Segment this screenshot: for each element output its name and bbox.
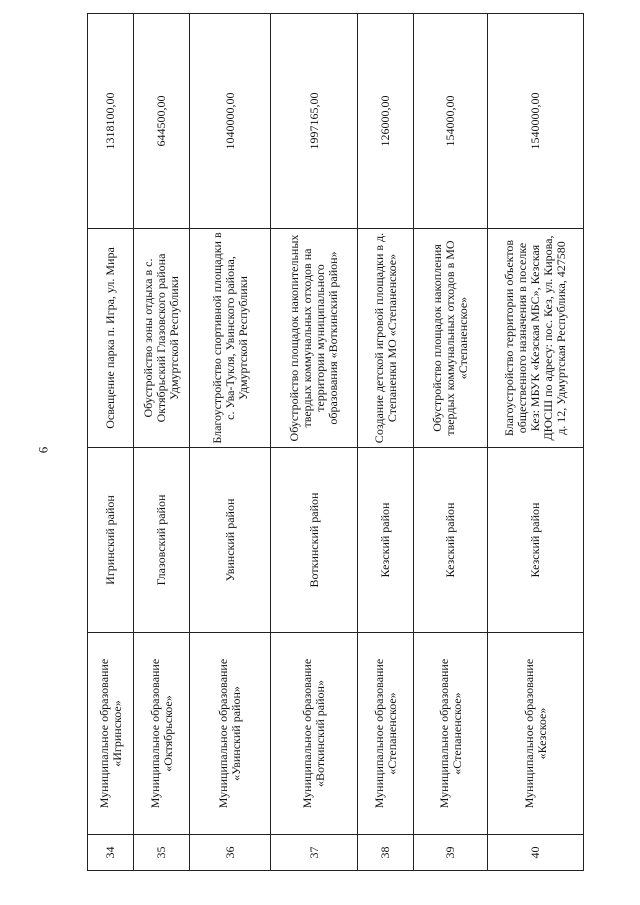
district-cell: Глазовский район xyxy=(134,448,190,633)
district-cell: Кезский район xyxy=(488,448,584,633)
district-cell: Увинский район xyxy=(190,448,271,633)
table-row xyxy=(271,14,358,871)
amount-cell: 1997165,00 xyxy=(271,14,358,229)
project-cell: Освещение парка п. Игра, ул. Мира xyxy=(88,229,134,448)
amount-cell: 154000,00 xyxy=(414,14,488,229)
project-cell: Благоустройство территории объектов общественного назначения в поселке Кез: МБУК «Кезская МБС», Кезская ДЮСШ по адресу: пос. Кез, ул. Кирова, д. 12, Удмуртская Республика, 427580 xyxy=(488,229,584,448)
table-row xyxy=(414,14,488,871)
project-cell: Обустройство площадок накопительных твердых коммунальных отходов на территории муниципального образования «Воткинский район» xyxy=(271,229,358,448)
amount-cell: 1318100,00 xyxy=(88,14,134,229)
municipality-cell: Муниципальное образование «Воткинский район» xyxy=(271,633,358,835)
row-number: 37 xyxy=(271,835,358,871)
table-row xyxy=(358,14,414,871)
district-cell: Кезский район xyxy=(414,448,488,633)
municipality-cell: Муниципальное образование «Октябрьское» xyxy=(134,633,190,835)
municipality-cell: Муниципальное образование «Кезское» xyxy=(488,633,584,835)
municipality-cell: Муниципальное образование «Увинский район» xyxy=(190,633,271,835)
district-cell: Кезский район xyxy=(358,448,414,633)
row-number: 34 xyxy=(88,835,134,871)
district-cell: Игринский район xyxy=(88,448,134,633)
row-number: 38 xyxy=(358,835,414,871)
project-cell: Благоустройство спортивной площадки в с. Ува-Тукля, Увинского района, Удмуртской Республики xyxy=(190,229,271,448)
row-number: 40 xyxy=(488,835,584,871)
row-number: 39 xyxy=(414,835,488,871)
page-number: 6 xyxy=(35,446,51,454)
table-row xyxy=(88,14,134,871)
project-cell: Обустройство площадок накопления твердых коммунальных отходов в МО «Степаненское» xyxy=(414,229,488,448)
table-row xyxy=(488,14,584,871)
project-cell: Создание детской игровой площадки в д. Степаненки МО «Степаненское» xyxy=(358,229,414,448)
table-container xyxy=(87,14,583,871)
amount-cell: 1540000,00 xyxy=(488,14,584,229)
table-row xyxy=(134,14,190,871)
district-cell: Воткинский район xyxy=(271,448,358,633)
municipality-cell: Муниципальное образование «Степаненское» xyxy=(358,633,414,835)
municipality-cell: Муниципальное образование «Игринское» xyxy=(88,633,134,835)
municipality-cell: Муниципальное образование «Степаненское» xyxy=(414,633,488,835)
grant-table xyxy=(87,13,584,871)
table-row xyxy=(190,14,271,871)
amount-cell: 644500,00 xyxy=(134,14,190,229)
amount-cell: 1040000,00 xyxy=(190,14,271,229)
project-cell: Обустройство зоны отдыха в с. Октябрьский Глазовского района Удмуртской Республики xyxy=(134,229,190,448)
row-number: 35 xyxy=(134,835,190,871)
amount-cell: 126000,00 xyxy=(358,14,414,229)
row-number: 36 xyxy=(190,835,271,871)
